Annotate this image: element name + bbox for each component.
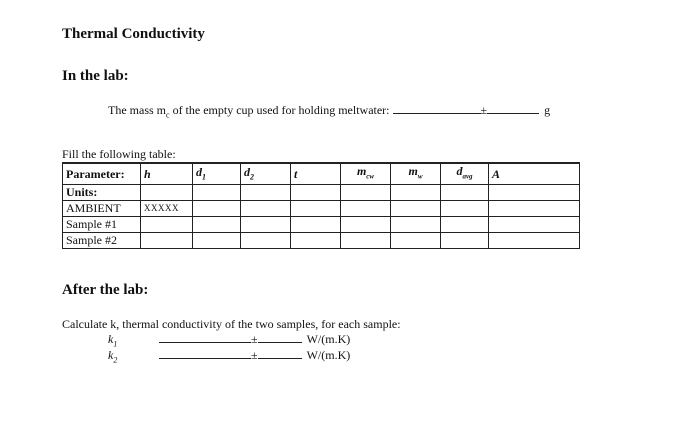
table-cell[interactable] — [241, 185, 291, 201]
table-cell[interactable] — [341, 185, 391, 201]
table-cell[interactable] — [489, 217, 580, 233]
header-d1: $d_1$ — [193, 163, 241, 185]
k1-label: $k_1$ — [108, 332, 118, 349]
header-mw: $m_w$ — [391, 163, 441, 185]
k2-unit: W/(m.K) — [306, 348, 351, 362]
table-cell[interactable] — [341, 233, 391, 249]
table-cell[interactable] — [391, 201, 441, 217]
row-label-units: Units: — [63, 185, 141, 201]
table-cell[interactable] — [241, 217, 291, 233]
k2-value-field[interactable] — [159, 347, 251, 359]
table-cell[interactable] — [291, 217, 341, 233]
table-cell: XXXXX — [141, 201, 193, 217]
parameters-table — [62, 162, 580, 249]
mass-question — [108, 102, 550, 119]
mass-subscript: c — [166, 110, 170, 120]
after-lab-heading: After the lab: — [62, 282, 149, 298]
table-caption: Fill the following table: — [62, 147, 176, 161]
header-davg: $d_{avg}$ — [441, 163, 489, 185]
table-cell[interactable] — [241, 201, 291, 217]
header-parameter: Parameter: — [63, 163, 141, 185]
mass-label-rest: of the empty cup used for holding meltwater: — [169, 103, 390, 117]
table-cell[interactable] — [391, 217, 441, 233]
k2-label: $k_2$ — [108, 348, 118, 365]
result-row-k2 — [108, 347, 350, 364]
table-cell[interactable] — [291, 201, 341, 217]
mass-pm-sign: ± — [480, 103, 488, 117]
table-cell[interactable] — [291, 233, 341, 249]
page-title: Thermal Conductivity — [62, 26, 205, 42]
table-cell[interactable] — [141, 217, 193, 233]
k1-value-field[interactable] — [159, 331, 251, 343]
table-cell[interactable] — [141, 233, 193, 249]
table-row — [63, 185, 580, 201]
k1-uncertainty-field[interactable] — [258, 331, 302, 343]
table-cell[interactable] — [341, 201, 391, 217]
table-cell[interactable] — [193, 217, 241, 233]
table-cell[interactable] — [291, 185, 341, 201]
table-cell[interactable] — [441, 233, 489, 249]
table-cell[interactable] — [241, 233, 291, 249]
table-row — [63, 201, 580, 217]
table-cell[interactable] — [441, 201, 489, 217]
in-lab-heading: In the lab: — [62, 68, 129, 84]
result-row-k1 — [108, 331, 350, 348]
table-cell[interactable] — [391, 185, 441, 201]
table-cell[interactable] — [193, 201, 241, 217]
header-t: t — [291, 163, 341, 185]
table-cell[interactable] — [193, 233, 241, 249]
calculation-instruction: Calculate k, thermal conductivity of the two samples, for each sample: — [62, 317, 401, 331]
row-label-sample-2: Sample #2 — [63, 233, 141, 249]
row-label-ambient: AMBIENT — [63, 201, 141, 217]
table-cell[interactable] — [441, 185, 489, 201]
table-cell[interactable] — [489, 201, 580, 217]
mass-unit: g — [544, 103, 551, 117]
row-label-sample-1: Sample #1 — [63, 217, 141, 233]
table-cell[interactable] — [489, 233, 580, 249]
k2-pm-sign: ± — [251, 348, 258, 362]
header-a: A — [489, 163, 580, 185]
mass-label: The mass m — [108, 103, 166, 117]
k1-pm-sign: ± — [251, 332, 258, 346]
mass-value-field[interactable] — [393, 102, 481, 114]
table-cell[interactable] — [441, 217, 489, 233]
table-cell[interactable] — [391, 233, 441, 249]
table-row — [63, 217, 580, 233]
header-h: h — [141, 163, 193, 185]
table-header-row — [63, 163, 580, 185]
table-cell[interactable] — [489, 185, 580, 201]
k1-unit: W/(m.K) — [306, 332, 351, 346]
table-cell[interactable] — [193, 185, 241, 201]
header-d2: $d_2$ — [241, 163, 291, 185]
mass-uncertainty-field[interactable] — [487, 102, 539, 114]
table-row — [63, 233, 580, 249]
k2-uncertainty-field[interactable] — [258, 347, 302, 359]
table-cell[interactable] — [341, 217, 391, 233]
table-cell[interactable] — [141, 185, 193, 201]
header-mcw: $m_{cw}$ — [341, 163, 391, 185]
